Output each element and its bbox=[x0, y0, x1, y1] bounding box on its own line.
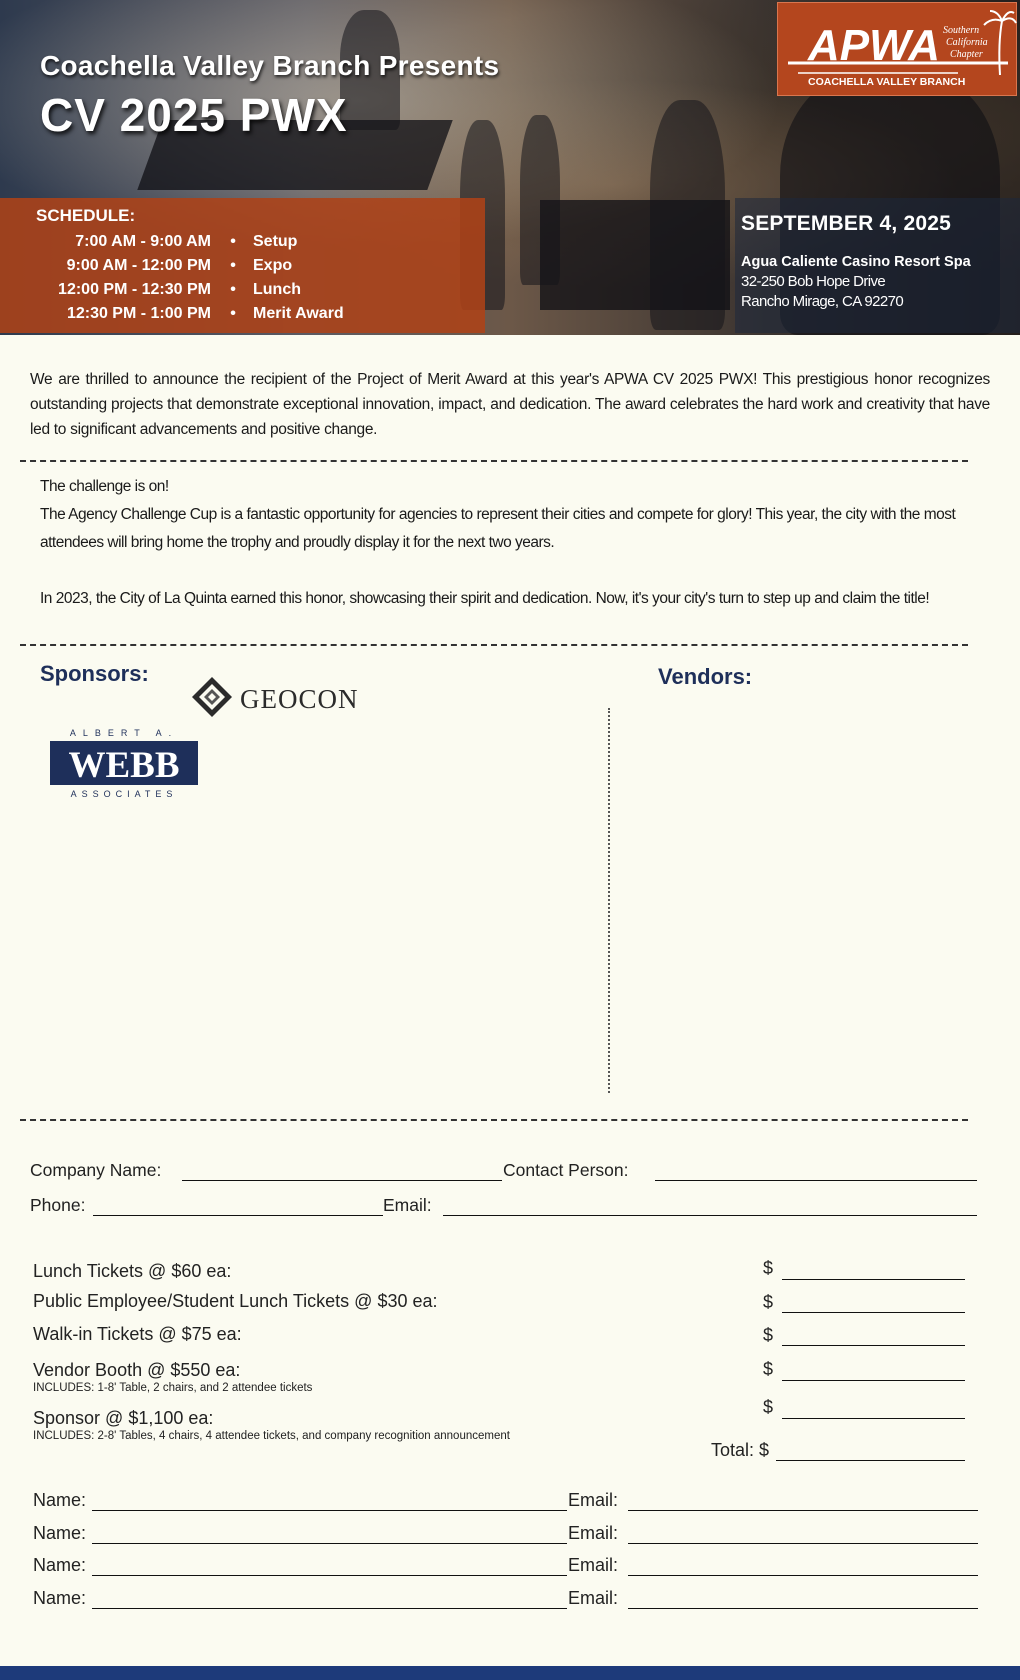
vendor-booth-amount-field[interactable] bbox=[782, 1380, 965, 1381]
attendee-name-field[interactable] bbox=[92, 1543, 567, 1544]
event-info bbox=[735, 198, 1020, 333]
photo-attendee bbox=[520, 115, 560, 285]
attendee-email-label: Email: bbox=[568, 1555, 619, 1575]
apwa-logo-graphic bbox=[778, 3, 1018, 97]
geocon-emblem-icon bbox=[192, 677, 232, 717]
attendee-name-field[interactable] bbox=[92, 1608, 567, 1609]
bullet-icon: • bbox=[230, 257, 236, 274]
logo-chapter-line1: Southern bbox=[943, 25, 980, 36]
phone-label: Phone: bbox=[30, 1195, 86, 1215]
bullet-icon: • bbox=[230, 233, 236, 250]
challenge-heading: The challenge is on! bbox=[40, 478, 169, 495]
email-label: Email: bbox=[383, 1195, 432, 1215]
dollar-sign: $ bbox=[763, 1325, 774, 1345]
dollar-sign: $ bbox=[763, 1258, 774, 1278]
schedule-row bbox=[36, 278, 485, 302]
sponsor-amount-field[interactable] bbox=[782, 1418, 965, 1419]
email-field[interactable] bbox=[443, 1215, 977, 1216]
section-divider bbox=[20, 644, 968, 646]
attendee-email-field[interactable] bbox=[628, 1608, 978, 1609]
dollar-sign: $ bbox=[763, 1292, 774, 1312]
apwa-logo bbox=[777, 2, 1017, 96]
phone-field[interactable] bbox=[93, 1215, 383, 1216]
schedule-event: Setup bbox=[253, 233, 298, 250]
total-label: Total: $ bbox=[711, 1440, 770, 1460]
vendor-booth-label: Vendor Booth @ $550 ea: bbox=[33, 1360, 241, 1380]
bullet-icon: • bbox=[230, 281, 236, 298]
student-lunch-tickets-label: Public Employee/Student Lunch Tickets @ $30 ea: bbox=[33, 1291, 438, 1311]
schedule-row bbox=[36, 302, 485, 326]
webb-logo bbox=[48, 727, 200, 799]
vendors-heading: Vendors: bbox=[658, 664, 753, 689]
company-name-field[interactable] bbox=[182, 1180, 502, 1181]
company-name-label: Company Name: bbox=[30, 1160, 162, 1180]
total-amount-field[interactable] bbox=[776, 1460, 965, 1461]
logo-chapter-line3: Chapter bbox=[950, 49, 983, 60]
geocon-logo bbox=[190, 675, 365, 719]
vendor-booth-note: INCLUDES: 1-8' Table, 2 chairs, and 2 attendee tickets bbox=[33, 1382, 313, 1394]
lunch-tickets-amount-field[interactable] bbox=[782, 1279, 965, 1280]
event-address-line1: 32-250 Bob Hope Drive bbox=[741, 273, 886, 290]
logo-chapter-line2: California bbox=[946, 37, 988, 48]
attendee-name-label: Name: bbox=[33, 1588, 87, 1608]
attendee-email-field[interactable] bbox=[628, 1543, 978, 1544]
attendee-name-label: Name: bbox=[33, 1490, 87, 1510]
schedule-heading: SCHEDULE: bbox=[36, 206, 136, 225]
event-date: SEPTEMBER 4, 2025 bbox=[741, 212, 951, 235]
section-divider bbox=[20, 460, 968, 462]
sponsors-heading: Sponsors: bbox=[40, 661, 149, 686]
schedule-time: 12:00 PM - 12:30 PM bbox=[58, 281, 211, 298]
dollar-sign: $ bbox=[763, 1359, 774, 1379]
dollar-sign: $ bbox=[763, 1397, 774, 1417]
attendee-name-label: Name: bbox=[33, 1555, 87, 1575]
walk-in-tickets-amount-field[interactable] bbox=[782, 1345, 965, 1346]
column-divider bbox=[608, 708, 610, 1093]
schedule-time: 9:00 AM - 12:00 PM bbox=[66, 257, 211, 274]
challenge-history: In 2023, the City of La Quinta earned this honor, showcasing their spirit and dedication. Now, it's your city's turn to step up and claim the title! bbox=[40, 590, 930, 607]
logo-text: APWA bbox=[808, 21, 940, 70]
event-title: CV 2025 PWX bbox=[40, 89, 348, 141]
attendee-name-field[interactable] bbox=[92, 1575, 567, 1576]
webb-top-text: ALBERT A. bbox=[69, 728, 179, 738]
footer-bar bbox=[0, 1666, 1020, 1680]
logo-branch: COACHELLA VALLEY BRANCH bbox=[808, 76, 966, 88]
header-banner bbox=[0, 0, 1020, 335]
schedule-row bbox=[36, 254, 485, 278]
attendee-email-field[interactable] bbox=[628, 1510, 978, 1511]
attendee-email-label: Email: bbox=[568, 1523, 619, 1543]
contact-person-field[interactable] bbox=[655, 1180, 977, 1181]
sponsor-note: INCLUDES: 2-8' Tables, 4 chairs, 4 attendee tickets, and company recognition announcement bbox=[33, 1430, 510, 1442]
palm-tree-icon bbox=[984, 11, 1016, 75]
section-divider bbox=[20, 1119, 968, 1121]
lunch-tickets-label: Lunch Tickets @ $60 ea: bbox=[33, 1261, 232, 1281]
sponsor-label: Sponsor @ $1,100 ea: bbox=[33, 1408, 214, 1428]
event-address-line2: Rancho Mirage, CA 92270 bbox=[741, 293, 904, 310]
contact-person-label: Contact Person: bbox=[503, 1160, 629, 1180]
walk-in-tickets-label: Walk-in Tickets @ $75 ea: bbox=[33, 1324, 242, 1344]
webb-bottom-text: ASSOCIATES bbox=[70, 789, 178, 799]
schedule-row bbox=[36, 230, 485, 254]
schedule-event: Lunch bbox=[253, 281, 301, 298]
challenge-paragraph: The Agency Challenge Cup is a fantastic opportunity for agencies to represent their cities and compete for glory! This year, the city with the most attendees will bring home the trophy and proudly display it for the next two years. bbox=[40, 506, 956, 551]
photo-attendee bbox=[650, 100, 725, 330]
challenge-section bbox=[40, 473, 980, 613]
intro-paragraph: We are thrilled to announce the recipient of the Project of Merit Award at this year's APWA CV 2025 PWX! This prestigious honor recognizes outstanding projects that demonstrate exceptional innovation, impact, and dedication. The award celebrates the hard work and creativity that have led to significant advancements and positive change. bbox=[30, 371, 990, 438]
schedule-event: Merit Award bbox=[253, 305, 344, 322]
schedule-time: 7:00 AM - 9:00 AM bbox=[75, 233, 211, 250]
attendee-email-label: Email: bbox=[568, 1588, 619, 1608]
schedule-event: Expo bbox=[253, 257, 293, 274]
event-venue: Agua Caliente Casino Resort Spa bbox=[741, 254, 971, 270]
student-lunch-tickets-amount-field[interactable] bbox=[782, 1312, 965, 1313]
attendee-email-field[interactable] bbox=[628, 1575, 978, 1576]
attendee-email-label: Email: bbox=[568, 1490, 619, 1510]
presenter-title: Coachella Valley Branch Presents bbox=[40, 50, 500, 81]
schedule-time: 12:30 PM - 1:00 PM bbox=[66, 305, 211, 322]
schedule-box bbox=[0, 198, 485, 333]
geocon-text: GEOCON bbox=[240, 684, 359, 714]
attendee-name-label: Name: bbox=[33, 1523, 87, 1543]
attendee-name-field[interactable] bbox=[92, 1510, 567, 1511]
bullet-icon: • bbox=[230, 305, 236, 322]
webb-main-text: WEBB bbox=[68, 745, 180, 786]
